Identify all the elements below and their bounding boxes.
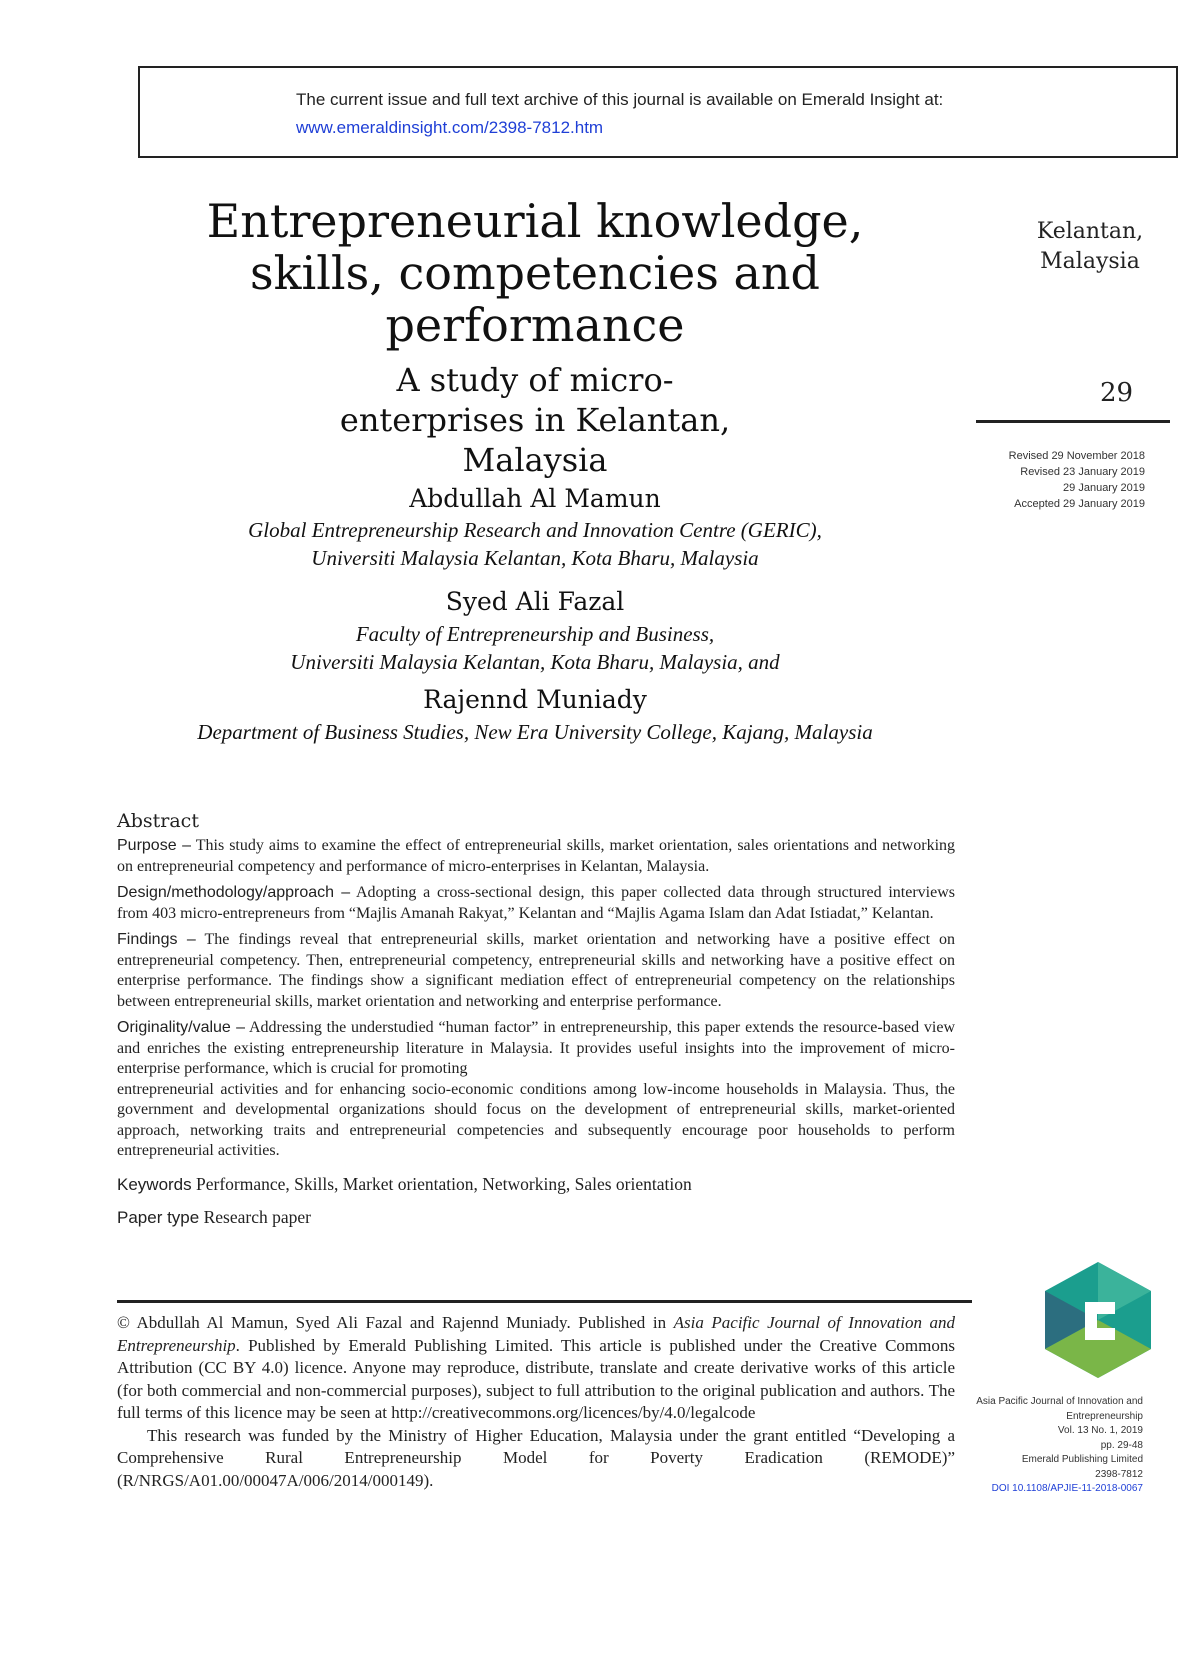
open-access-logo <box>1045 1262 1151 1378</box>
doi-link[interactable]: DOI 10.1108/APJIE-11-2018-0067 <box>991 1483 1143 1494</box>
article-title <box>120 195 950 351</box>
footnote-divider <box>117 1300 972 1303</box>
author-affiliation <box>120 620 950 676</box>
abstract-heading: Abstract <box>117 810 199 832</box>
section-label: Originality/value – <box>117 1019 245 1036</box>
journal-info-line: pp. 29-48 <box>1100 1439 1143 1451</box>
journal-info <box>940 1395 1143 1497</box>
journal-info-line: Entrepreneurship <box>1066 1410 1143 1422</box>
affiliation-line: Faculty of Entrepreneurship and Business, <box>355 622 715 646</box>
section-label: Purpose – <box>117 837 191 854</box>
section-label: Findings – <box>117 931 196 948</box>
footnote <box>117 1312 955 1492</box>
author-affiliation <box>120 718 950 746</box>
abstract-originality <box>117 1018 955 1080</box>
author-affiliation <box>120 516 950 572</box>
title-line: skills, competencies and <box>250 246 820 300</box>
subtitle-line: enterprises in Kelantan, <box>339 401 731 439</box>
author-name: Rajennd Muniady <box>423 685 647 714</box>
date-line: 29 January 2019 <box>1063 482 1145 494</box>
title-line: performance <box>385 298 685 352</box>
journal-info-line: 2398-7812 <box>1095 1468 1143 1480</box>
funding-note: This research was funded by the Ministry of Higher Education, Malaysia under the grant entitled “Developing a Comprehensive Rural Entrepreneurship Model for Poverty Eradication (REMODE)” (R/NRGS/A01.00/00047A/006/2014/000149). <box>117 1425 955 1490</box>
article-subtitle <box>260 360 810 480</box>
location-line: Kelantan, <box>1036 219 1144 244</box>
sidebar-divider <box>976 420 1170 423</box>
copyright-notice <box>117 1312 955 1425</box>
affiliation-line: Department of Business Studies, New Era University College, Kajang, Malaysia <box>197 720 873 744</box>
date-line: Accepted 29 January 2019 <box>1014 498 1145 510</box>
journal-info-line: Vol. 13 No. 1, 2019 <box>1057 1425 1143 1436</box>
abstract-findings <box>117 930 955 1012</box>
journal-name: Asia Pacific Journal of Innovation and Entrepreneurship <box>117 1313 955 1355</box>
section-text: Adopting a cross-sectional design, this paper collected data through structured interviews from 403 micro-entrepreneurs from “Majlis Amanah Rakyat,” Kelantan and “Majlis Agama Islam dan Adat Istiadat,” Kelantan. <box>117 884 956 922</box>
section-text: The findings reveal that entrepreneurial skills, market orientation and networking have a positive effect on entrepreneurial competency. Then, entrepreneurial competency, entrepreneurial skills and networking have a positive effect on enterprise performance. The findings show a significant mediation effect of entrepreneurial competency on the relationships between entrepreneurial skills, market orientation and networking and enterprise performance. <box>117 931 956 1010</box>
author-name: Syed Ali Fazal <box>445 587 625 616</box>
keywords-text: Performance, Skills, Market orientation, Networking, Sales orientation <box>196 1173 692 1194</box>
date-line: Revised 29 November 2018 <box>1008 450 1145 462</box>
keywords <box>117 1174 955 1196</box>
date-line: Revised 23 January 2019 <box>1020 466 1145 478</box>
affiliation-line: Universiti Malaysia Kelantan, Kota Bharu, Malaysia, and <box>290 650 780 674</box>
notice-text: The current issue and full text archive of this journal is available on Emerald Insight at: <box>296 90 944 109</box>
subtitle-line: Malaysia <box>462 441 608 479</box>
journal-link[interactable]: www.emeraldinsight.com/2398-7812.htm <box>296 118 604 137</box>
subtitle-line: A study of micro- <box>396 361 674 399</box>
title-line: Entrepreneurial knowledge, <box>206 194 864 248</box>
section-text: This study aims to examine the effect of entrepreneurial skills, market orientation, sales orientations and networking on entrepreneurial competency and performance of micro-enterprises in Kelantan, Malaysia. <box>117 837 956 875</box>
affiliation-line: Universiti Malaysia Kelantan, Kota Bharu, Malaysia <box>311 546 759 570</box>
journal-info-line: Asia Pacific Journal of Innovation and <box>976 1396 1143 1407</box>
abstract-originality-cont: entrepreneurial activities and for enhancing socio-economic conditions among low-income households in Malaysia. Thus, the government and developmental organizations should focus on the development of entrepreneurial skills, market-oriented approach, networking traits and entrepreneurial competencies and subsequently encourage poor households to perform entrepreneurial activities. <box>117 1080 955 1159</box>
location-line: Malaysia <box>1040 249 1140 274</box>
abstract-design <box>117 883 955 924</box>
journal-info-line: Emerald Publishing Limited <box>1021 1454 1143 1465</box>
copyright-lead: © Abdullah Al Mamun, Syed Ali Fazal and Rajennd Muniady. Published in <box>117 1313 667 1332</box>
section-label: Design/methodology/approach – <box>117 884 351 901</box>
page-number: 29 <box>1100 378 1134 408</box>
affiliation-line: Global Entrepreneurship Research and Innovation Centre (GERIC), <box>248 518 822 542</box>
abstract-purpose <box>117 836 955 877</box>
section-text: Addressing the understudied “human factor” in entrepreneurship, this paper extends the resource-based view and enriches the existing entrepreneurship literature in Malaysia. It provides useful insights into the improvement of micro-enterprise performance, which is crucial for promoting <box>117 1019 956 1077</box>
paper-type-text: Research paper <box>203 1207 311 1227</box>
author-name: Abdullah Al Mamun <box>409 484 661 513</box>
abstract-body <box>117 836 955 1235</box>
copyright-rest: . Published by Emerald Publishing Limited. This article is published under the Creative Commons Attribution (CC BY 4.0) licence. Anyone may reproduce, distribute, translate and create derivative works of this article (for both commercial and non-commercial purposes), subject to full attribution to the original publication and authors. The full terms of this licence may be seen at http://creativecommons.org/licences/by/4.0/legalcode <box>117 1335 955 1422</box>
journal-notice-box <box>138 66 1178 158</box>
paper-type-label: Paper type <box>117 1208 200 1227</box>
received-dates <box>940 448 1145 512</box>
running-head-location <box>1010 217 1170 277</box>
keywords-label: Keywords <box>117 1174 192 1194</box>
paper-type <box>117 1207 955 1229</box>
